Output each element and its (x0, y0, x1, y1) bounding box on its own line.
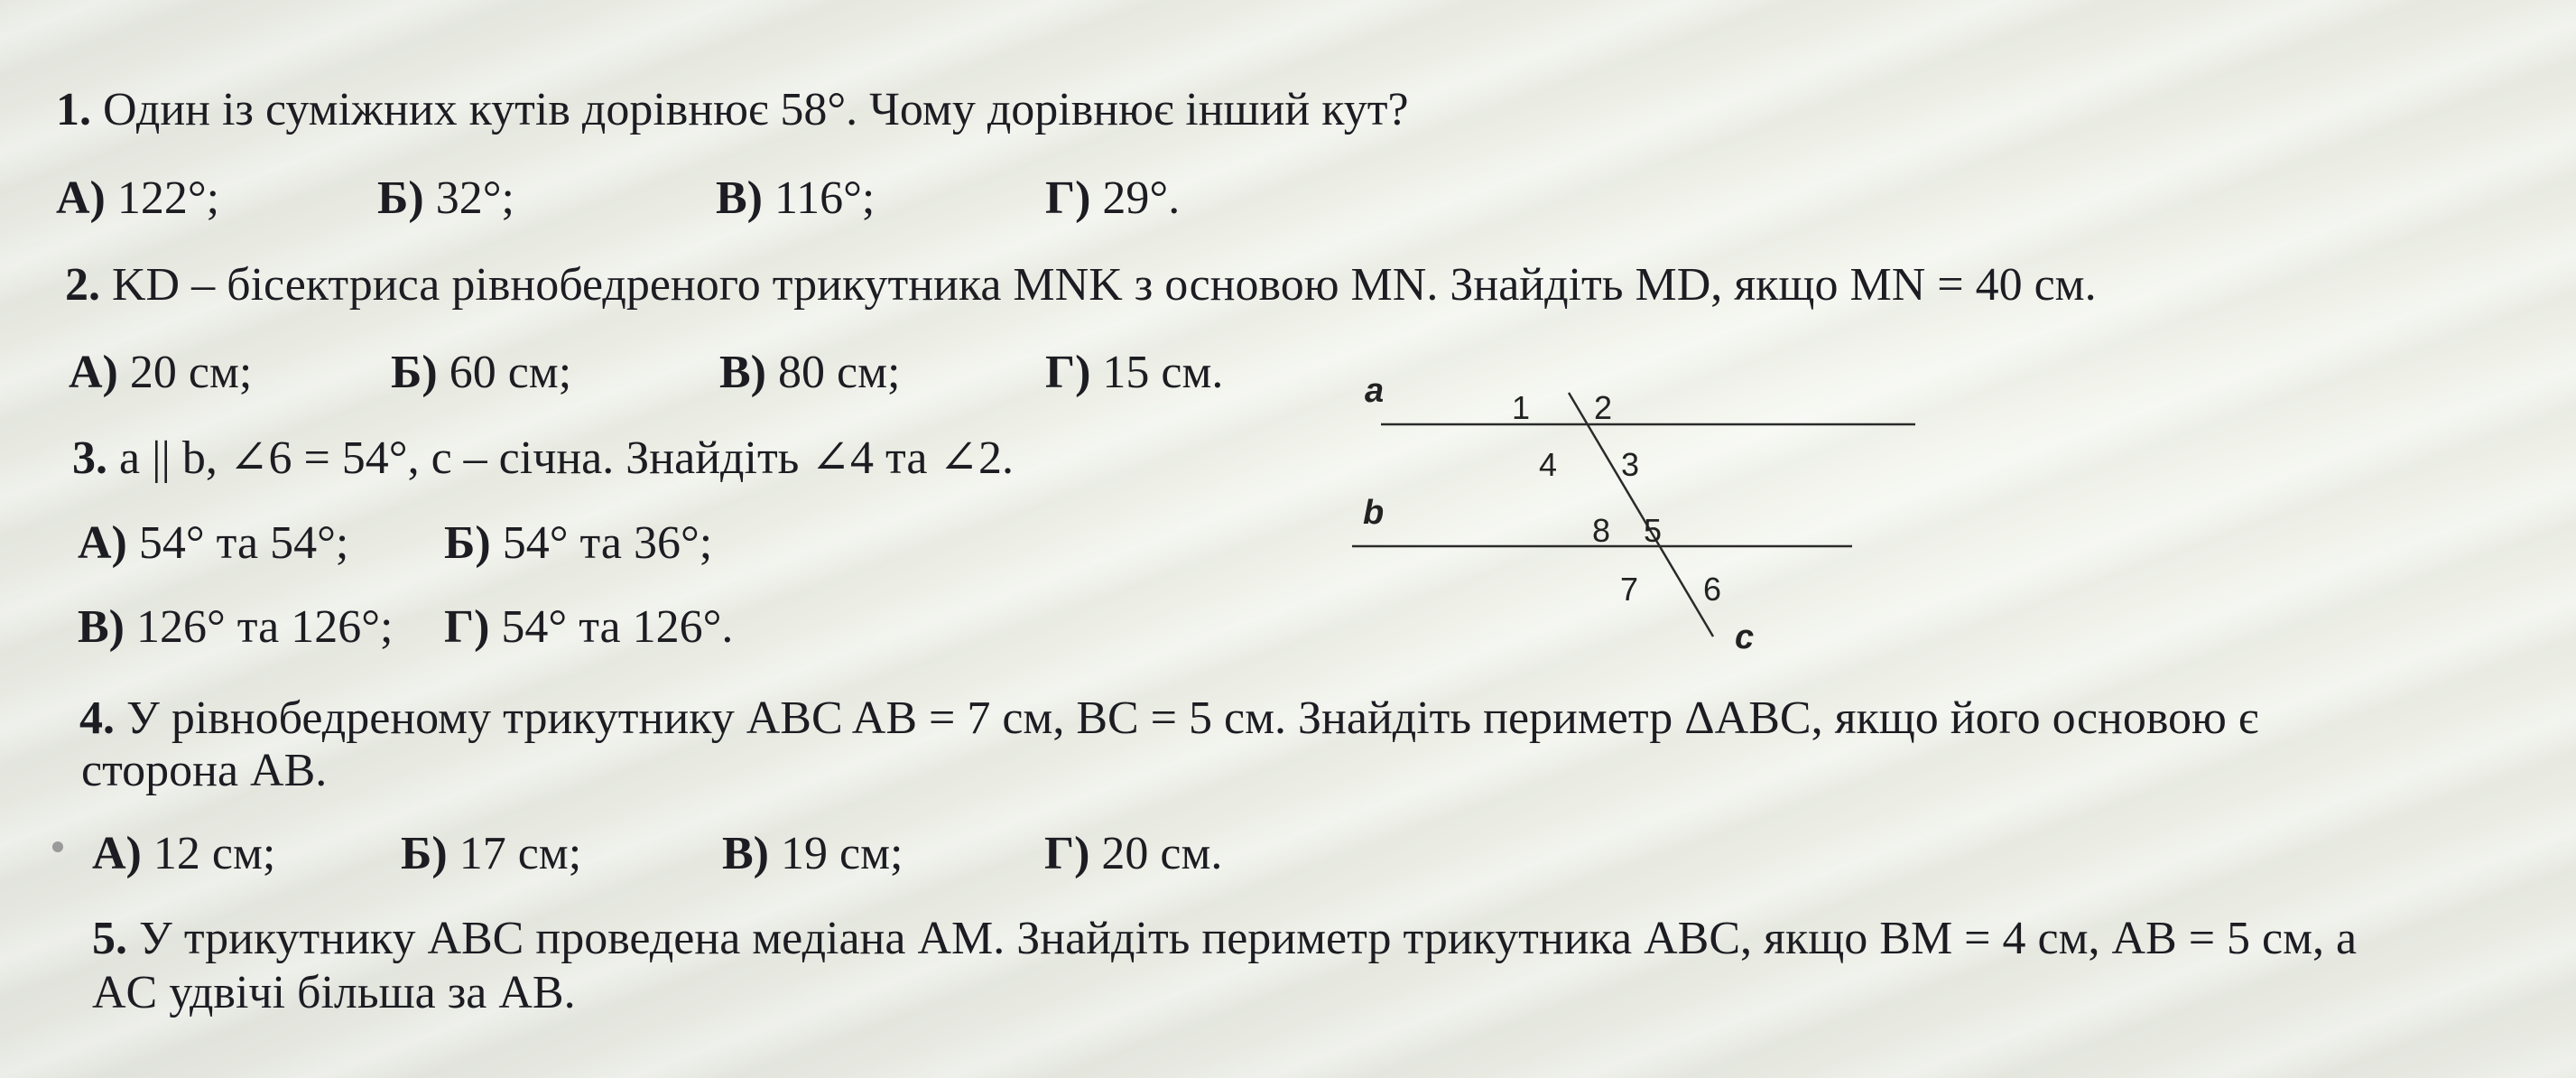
question-text-line-2: сторона AB. (81, 745, 328, 796)
option-value: 116°; (774, 172, 876, 224)
question-text-line-1: У трикутнику ABC проведена медіана AM. Знайдіть периметр трикутника ABC, якщо BM = 4 см, AB = 5 см, а (139, 913, 2358, 964)
option-value: 20 см; (129, 347, 253, 398)
q3-option-a (78, 516, 348, 571)
option-value: 54° та 36°; (502, 517, 713, 569)
q1-option-d (1045, 172, 1180, 226)
label-b: b (1363, 494, 1385, 532)
q4-option-a (92, 827, 275, 881)
question-3 (72, 432, 1014, 486)
option-letter: Б) (401, 828, 448, 879)
question-2 (65, 258, 2097, 312)
option-letter: Б) (391, 347, 438, 398)
q4-option-b (401, 827, 581, 881)
option-letter: Г) (1044, 828, 1090, 879)
parallel-lines-figure (1345, 361, 1941, 668)
q4-option-c (722, 827, 903, 881)
option-letter: А) (78, 517, 127, 569)
question-4-continuation (81, 744, 327, 798)
q1-option-a (56, 172, 219, 226)
q2-option-c (719, 346, 900, 400)
option-value: 12 см; (153, 828, 276, 879)
question-text: a || b, ∠6 = 54°, c – січна. Знайдіть ∠4 та ∠2. (119, 432, 1014, 484)
angle-3-label: 3 (1621, 446, 1640, 483)
q1-option-b (377, 172, 514, 226)
q3-option-c (78, 600, 393, 655)
label-c: c (1735, 618, 1755, 656)
option-value: 54° та 54°; (138, 517, 349, 569)
option-value: 80 см; (778, 347, 901, 398)
label-a: a (1365, 372, 1385, 410)
angle-7-label: 7 (1620, 571, 1639, 608)
option-letter: В) (722, 828, 769, 879)
option-value: 15 см. (1102, 347, 1224, 398)
question-text-line-2: AC удвічі більша за AB. (92, 967, 576, 1018)
bullet-dot (52, 841, 63, 852)
question-number: 4. (79, 692, 115, 744)
option-value: 29°. (1102, 172, 1181, 224)
angle-4-label: 4 (1539, 446, 1558, 483)
q3-option-b (444, 516, 712, 571)
q2-option-b (391, 346, 571, 400)
line-c (1569, 393, 1713, 637)
angle-2-label: 2 (1594, 389, 1613, 426)
question-5 (92, 912, 2357, 966)
option-letter: Г) (1045, 347, 1091, 398)
option-letter: Г) (444, 601, 490, 653)
question-text: Один із суміжних кутів дорівнює 58°. Чому дорівнює інший кут? (103, 84, 1409, 135)
angle-8-label: 8 (1592, 512, 1611, 549)
option-value: 122°; (116, 172, 220, 224)
option-letter: Б) (377, 172, 424, 224)
question-text: KD – бісектриса рівнобедреного трикутника MNK з основою MN. Знайдіть MD, якщо MN = 40 см. (112, 259, 2097, 311)
option-letter: Б) (444, 517, 491, 569)
question-number: 2. (65, 259, 100, 311)
question-5-continuation (92, 966, 576, 1020)
option-value: 54° та 126°. (501, 601, 734, 653)
q1-option-c (716, 172, 875, 226)
option-value: 17 см; (459, 828, 582, 879)
angle-1-label: 1 (1512, 389, 1531, 426)
option-value: 60 см; (449, 347, 572, 398)
question-text-line-1: У рівнобедреному трикутнику ABC AB = 7 см, BC = 5 см. Знайдіть периметр ΔABC, якщо його основою є (126, 692, 2259, 744)
option-letter: А) (92, 828, 142, 879)
question-number: 5. (92, 913, 127, 964)
option-value: 20 см. (1101, 828, 1223, 879)
angle-6-label: 6 (1703, 571, 1722, 608)
option-value: 126° та 126°; (136, 601, 394, 653)
q2-option-d (1045, 346, 1223, 400)
question-number: 1. (56, 84, 91, 135)
option-letter: В) (716, 172, 763, 224)
q2-option-a (69, 346, 252, 400)
question-4 (79, 692, 2258, 746)
option-letter: В) (719, 347, 766, 398)
q3-option-d (444, 600, 733, 655)
option-value: 32°; (435, 172, 514, 224)
option-letter: А) (56, 172, 106, 224)
angle-5-label: 5 (1644, 512, 1663, 549)
option-letter: Г) (1045, 172, 1091, 224)
question-1 (56, 83, 1409, 137)
question-number: 3. (72, 432, 107, 484)
q4-option-d (1044, 827, 1222, 881)
option-letter: В) (78, 601, 125, 653)
option-letter: А) (69, 347, 118, 398)
option-value: 19 см; (781, 828, 903, 879)
